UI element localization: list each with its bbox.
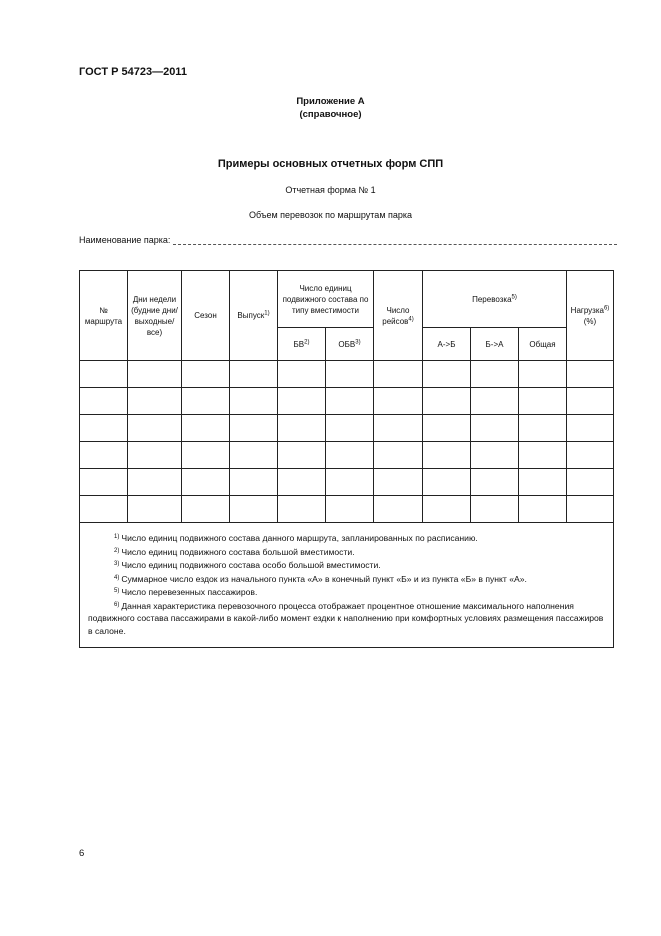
header-route: № маршрута — [80, 271, 128, 361]
header-trips: Число рейсов$^{4)}$ — [374, 271, 423, 361]
footnote: $^{3)}$ Число единиц подвижного состава особо большой вместимости. — [114, 560, 381, 570]
footnotes — [80, 523, 614, 648]
form-title: Отчетная форма № 1 — [285, 185, 376, 195]
form-subtitle: Объем перевозок по маршрутам парка — [248, 210, 413, 220]
header-obv: ОБВ$^{3)}$ — [326, 328, 374, 361]
appendix-type: (справочное) — [299, 109, 362, 120]
page-number: 6 — [79, 848, 85, 859]
park-name-label: Наименование парка: — [79, 235, 171, 245]
park-name-line — [79, 235, 617, 245]
section-heading: Примеры основных отчетных форм СПП — [217, 158, 444, 170]
header-load: Нагрузка$^{6)}$ (%) — [567, 271, 614, 361]
table-row — [80, 469, 614, 496]
header-ba: Б->А — [471, 328, 519, 361]
table-row — [80, 361, 614, 388]
report-table — [79, 270, 614, 648]
table-row — [80, 388, 614, 415]
footnote: $^{6)}$ Данная характеристика перевозочного процесса отображает процентное отношение максимального наполнения подвижного состава пассажирами в какой-либо момент ездки к наполнению при комфортных условиях размещения пассажиров в салоне. — [88, 600, 604, 636]
appendix-title: Приложение А — [296, 96, 365, 107]
footnote: $^{5)}$ Число перевезенных пассажиров. — [114, 587, 258, 597]
table-row — [80, 415, 614, 442]
header-days: Дни недели (будние дни/ выходные/ все) — [128, 271, 182, 361]
table-row — [80, 442, 614, 469]
header-release: Выпуск$^{1)}$ — [230, 271, 278, 361]
appendix-heading — [0, 95, 661, 121]
table-row — [80, 496, 614, 523]
standard-number: ГОСТ Р 54723—2011 — [79, 66, 187, 78]
header-units: Число единиц подвижного состава по типу вместимости — [278, 271, 374, 328]
header-season: Сезон — [182, 271, 230, 361]
footnote: $^{1)}$ Число единиц подвижного состава данного маршрута, запланированных по расписанию. — [114, 533, 478, 543]
header-ab: А->Б — [423, 328, 471, 361]
header-transport: Перевозка$^{5)}$ — [423, 271, 567, 328]
header-total: Общая — [519, 328, 567, 361]
header-bv: БВ$^{2)}$ — [278, 328, 326, 361]
park-name-blank — [173, 236, 617, 245]
footnote: $^{4)}$ Суммарное число ездок из начального пункта «А» в конечный пункт «Б» и из пункта «Б» в пункт «А». — [114, 573, 527, 584]
footnote: $^{2)}$ Число единиц подвижного состава большой вместимости. — [114, 546, 355, 557]
